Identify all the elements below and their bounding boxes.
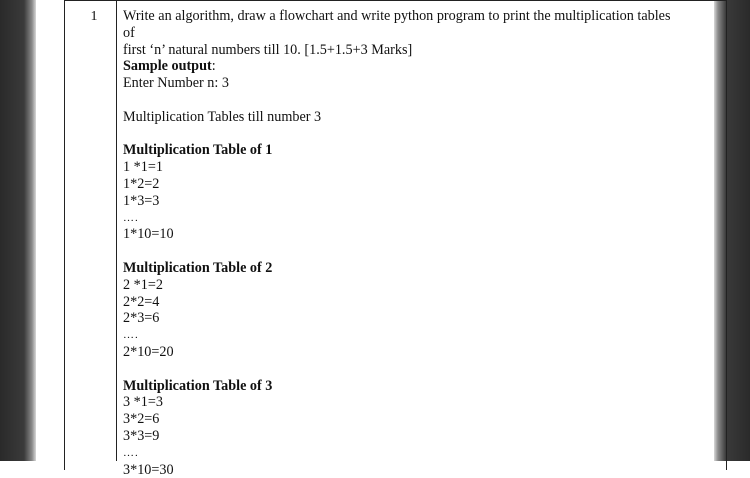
table-line: 2*3=6 <box>123 310 160 327</box>
table-line: 3*2=6 <box>123 411 160 428</box>
table-last-line: 2*10=20 <box>123 343 174 360</box>
table-line: 1*3=3 <box>123 192 160 209</box>
table-last-line: 3*10=30 <box>123 461 174 478</box>
table-ellipsis: …. <box>123 211 139 224</box>
column-divider <box>116 0 117 461</box>
question-number: 1 <box>90 9 98 24</box>
table-line: 1*2=2 <box>123 175 160 192</box>
table-title: Multiplication Table of 1 <box>123 142 273 159</box>
question-cell <box>123 8 683 478</box>
sample-output-heading <box>123 58 683 75</box>
spacer <box>123 126 683 143</box>
input-prompt: Enter Number n: 3 <box>123 75 229 92</box>
spacer <box>123 92 683 109</box>
spacer <box>123 361 683 378</box>
question-text-line-1: Write an algorithm, draw a flowchart and write python program to print the multiplication tables of <box>123 8 671 41</box>
table-line: 1 *1=1 <box>123 159 163 176</box>
table-title: Multiplication Table of 2 <box>123 259 273 276</box>
table-ellipsis: …. <box>123 446 139 459</box>
table-ellipsis: …. <box>123 329 139 342</box>
spacer <box>123 243 683 260</box>
table-line: 2 *1=2 <box>123 276 163 293</box>
table-last-line: 1*10=10 <box>123 226 174 243</box>
sample-output-label: Sample output <box>123 58 212 75</box>
tables-heading: Multiplication Tables till number 3 <box>123 108 322 125</box>
table-line: 3*3=9 <box>123 427 160 444</box>
table-line: 2*2=4 <box>123 293 160 310</box>
table-line: 3 *1=3 <box>123 394 163 411</box>
page-edge-left <box>0 0 36 461</box>
table-title: Multiplication Table of 3 <box>123 377 273 394</box>
question-text-line-2: first ‘n’ natural numbers till 10. [1.5+1.5+3 Marks] <box>123 41 413 58</box>
sample-output-colon: : <box>211 58 216 75</box>
